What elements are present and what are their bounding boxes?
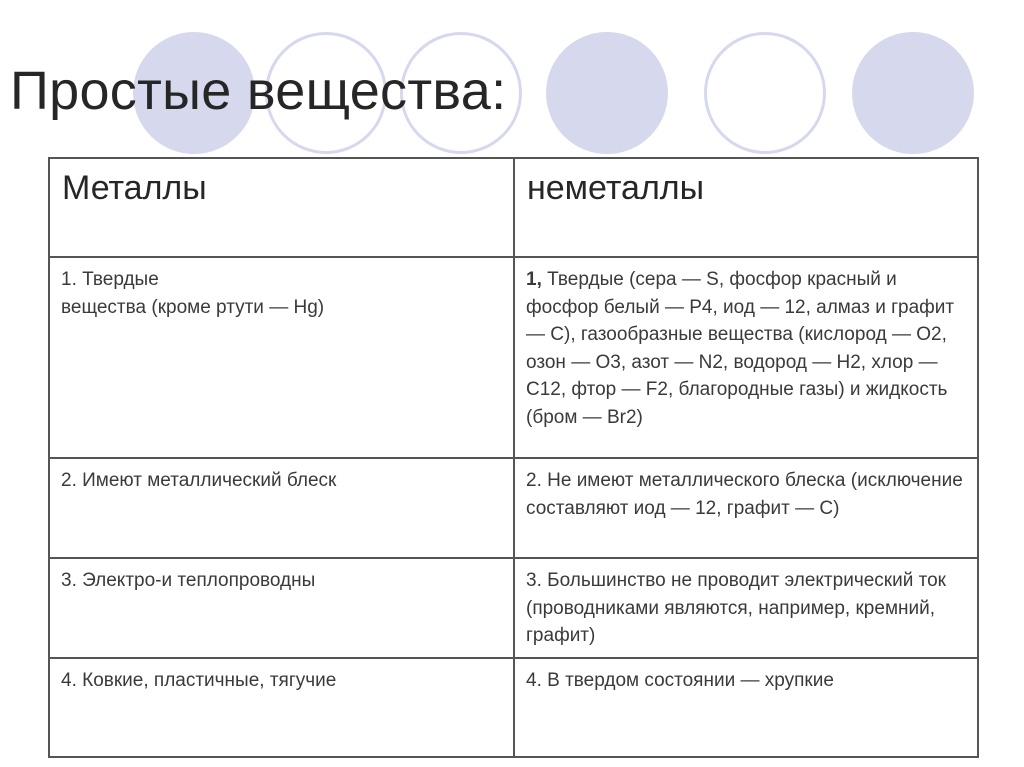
cell-metals: 4. Ковкие, пластичные, тягучие xyxy=(49,658,514,757)
comparison-table xyxy=(48,157,979,758)
table-row xyxy=(49,558,978,658)
decorative-circle xyxy=(546,32,668,154)
table-row xyxy=(49,658,978,757)
cell-text: 1. Твердые вещества (кроме ртути — Hg) xyxy=(61,269,325,318)
table-header-row xyxy=(49,158,978,257)
cell-metals xyxy=(49,257,514,458)
header-nonmetals: неметаллы xyxy=(514,158,978,257)
row-number: 1, xyxy=(526,269,542,290)
cell-nonmetals: 3. Большинство не проводит электрический ток (проводниками являются, например, кремний, графит) xyxy=(514,558,978,658)
table-row xyxy=(49,257,978,458)
slide-title: Простые вещества: xyxy=(10,61,507,121)
cell-text: Твердые (сера — S, фосфор красный и фосфор белый — Р4, иод — 12, алмаз и графит — С), газообразные вещества (кислород — О2, озон — О3, азот — N2, водород — Н2, хлор — С12, фтор — F2, благородные газы) и жидкость (бром — Вr2) xyxy=(526,269,955,428)
decorative-circle xyxy=(852,32,974,154)
header-metals: Металлы xyxy=(49,158,514,257)
cell-metals: 2. Имеют металлический блеск xyxy=(49,458,514,558)
cell-nonmetals xyxy=(514,257,978,458)
cell-nonmetals: 2. Не имеют металлического блеска (исключение составляют иод — 12, графит — С) xyxy=(514,458,978,558)
cell-metals: 3. Электро-и теплопроводны xyxy=(49,558,514,658)
table-row xyxy=(49,458,978,558)
decorative-circle xyxy=(704,32,826,154)
cell-nonmetals: 4. В твердом состоянии — хрупкие xyxy=(514,658,978,757)
